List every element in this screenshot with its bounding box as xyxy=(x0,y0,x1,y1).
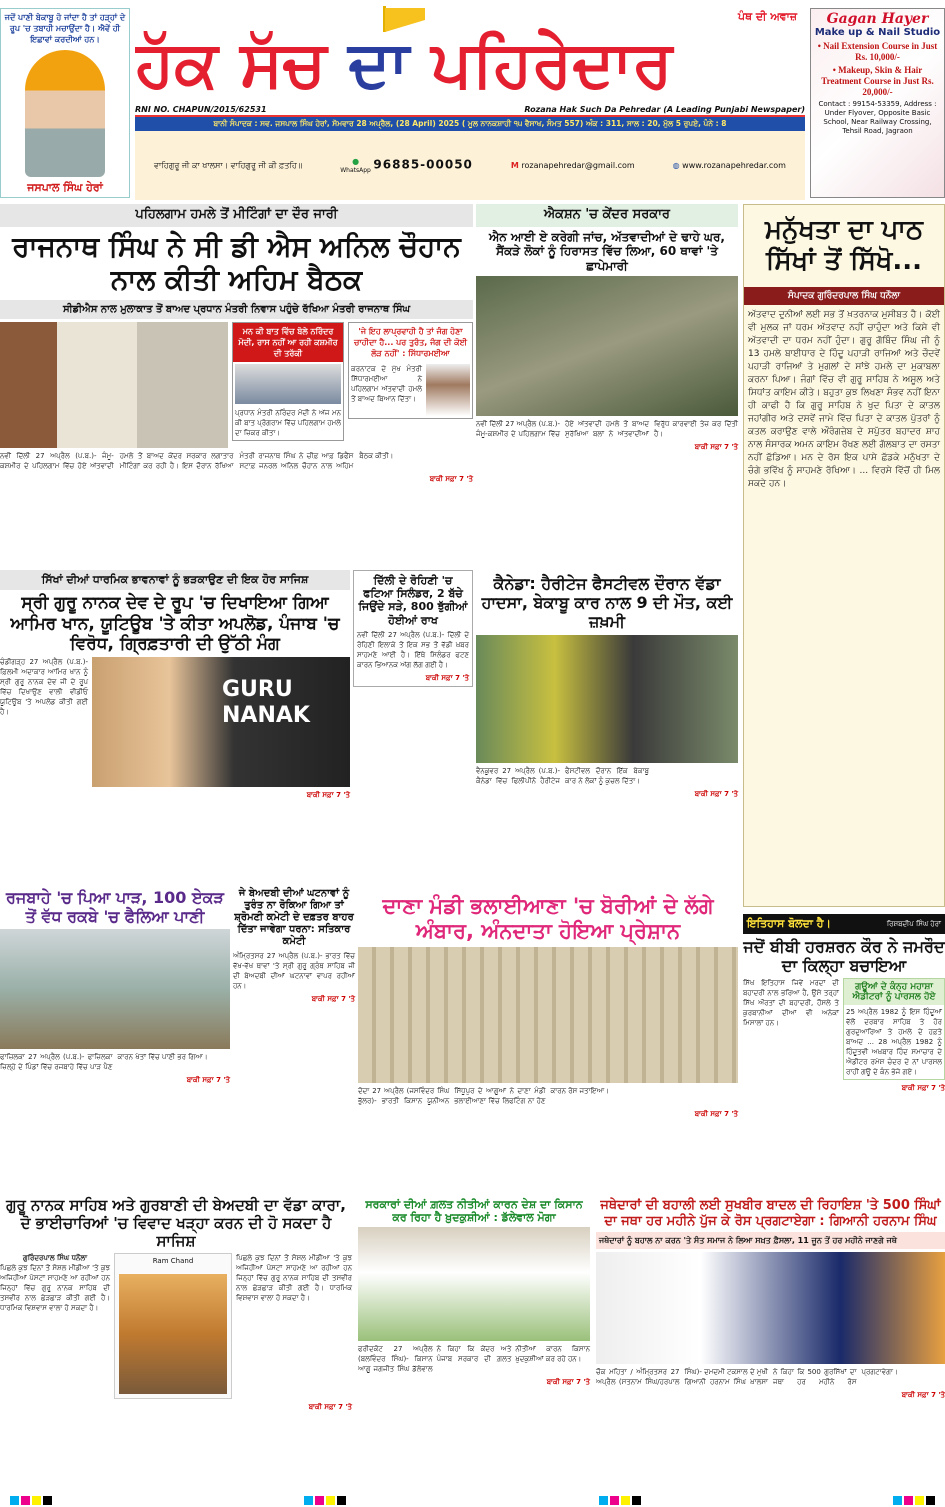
story-nia xyxy=(476,204,738,452)
story-itihas xyxy=(743,914,945,1093)
story-rajnath xyxy=(0,204,473,484)
siddaramaiah-box xyxy=(348,322,473,419)
logo-part-1: ਹੱਕ ਸੱਚ xyxy=(135,28,326,102)
continued-link[interactable]: ਬਾਕੀ ਸਫ਼ਾ 7 'ਤੇ xyxy=(429,475,473,484)
story-text: ਪਿਛਲੇ ਕੁਝ ਦਿਨਾਂ ਤੋਂ ਸੋਸ਼ਲ ਮੀਡੀਆ 'ਤੇ ਕੁਝ ਅਜਿਹੀਆਂ ਪੋਸਟਾਂ ਸਾਹਮਣੇ ਆ ਰਹੀਆਂ ਹਨ ਜਿਨ੍ਹਾਂ ਵਿੱਚ ਗੁਰੂ ਨਾਨਕ ਸਾਹਿਬ ਦੀ ਤਸਵੀਰ ਨਾਲ ਛੇੜਛਾੜ ਕੀਤੀ ਗਈ ਹੈ। ਧਾਰਮਿਕ ਵਿਸ਼ਵਾਸ ਵਾਲਾ ਹੋ ਸਕਦਾ ਹੈ। xyxy=(0,1264,110,1312)
kicker: ਪਹਿਲਗਾਮ ਹਮਲੇ ਤੋਂ ਮੀਟਿੰਗਾਂ ਦਾ ਦੌਰ ਜਾਰੀ xyxy=(0,204,473,227)
headline: ਜੇ ਬੇਅਦਬੀ ਦੀਆਂ ਘਟਨਾਵਾਂ ਨੂੰ ਤੁਰੰਤ ਨਾ ਰੋਕਿਆ ਗਿਆ ਤਾਂ ਸ਼੍ਰੋਮਣੀ ਕਮੇਟੀ ਦੇ ਦਫ਼ਤਰ ਬਾਹਰ ਦਿੱਤਾ ਜਾਵੇਗਾ ਧਰਨਾ: ਸਤਿਕਾਰ ਕਮੇਟੀ xyxy=(234,888,354,947)
modi-box-body: ਪ੍ਰਧਾਨ ਮੰਤਰੀ ਨਰਿੰਦਰ ਮੋਦੀ ਨੇ ਅੱਜ ਮਨ ਕੀ ਬਾਤ ਪ੍ਰੋਗਰਾਮ ਵਿੱਚ ਪਹਿਲਗਾਮ ਹਮਲੇ ਦਾ ਜ਼ਿਕਰ ਕੀਤਾ। xyxy=(235,409,341,438)
story-body: ਨਵੀਂ ਦਿੱਲੀ 27 ਅਪ੍ਰੈਲ (ਪ.ਬ.)- ਦਿੱਲੀ ਦੇ ਰੋਹਿਣੀ ਇਲਾਕੇ ਤੋਂ ਇਕ ਸਭ ਤੋਂ ਵੱਡੀ ਖ਼ਬਰ ਸਾਹਮਣੇ ਆਈ ਹੈ। ਇੱਥੇ ਸਿਲੰਡਰ ਫਟਣ ਕਾਰਨ ਭਿਆਨਕ ਅੱਗ ਲੱਗ ਗਈ ਹੈ। xyxy=(357,630,469,669)
tribute-quote: ਜਦੋਂ ਪਾਣੀ ਬੇਕਾਬੂ ਹੋ ਜਾਂਦਾ ਹੈ ਤਾਂ ਹੜ੍ਹਾਂ ਦੇ ਰੂਪ 'ਚ ਤਬਾਹੀ ਮਚਾਉਂਦਾ ਹੈ। ਐਵੇਂ ਹੀ ਇਛਾਵਾਂ ਕਰਦੀਆਂ ਹਨ। xyxy=(4,13,126,44)
logo-area xyxy=(135,6,805,104)
content-row xyxy=(0,1253,352,1399)
itihas-kicker: ਇਤਿਹਾਸ ਬੋਲਦਾ ਹੈ। xyxy=(747,917,831,930)
security-forces-photo xyxy=(476,276,738,416)
logo-part-3: ਪਹਿਰੇਦਾਰ xyxy=(431,28,673,102)
registration-row xyxy=(135,104,805,115)
story-body: ਚੌਕ ਮਹਿਤਾ / ਅੰਮ੍ਰਿਤਸਰ 27 ਅਪ੍ਰੈਲ (ਸਤਨਾਮ ਸਿੰਘ/ਹਰਪਾਲ ਸਿੰਘ)- ਦਮਦਮੀ ਟਕਸਾਲ ਦੇ ਮੁਖੀ ਗਿਆਨੀ ਹਰਨਾਮ ਸਿੰਘ ਖ਼ਾਲਸਾ ਨੇ ਕਿਹਾ ਕਿ 500 ਗੁਰਸਿੱਖਾਂ ਦਾ ਜਥਾ ਹਰ ਮਹੀਨੇ ਰੋਸ ਪ੍ਰਗਟਾਵੇਗਾ। xyxy=(596,1368,898,1387)
ad-course-2: • Makeup, Skin & Hair Treatment Course in Just Rs. 20,000/- xyxy=(821,65,934,97)
dateline-bar: ਬਾਨੀ ਸੰਪਾਦਕ : ਸਵ. ਜਸਪਾਲ ਸਿੰਘ ਹੇਰਾਂ, ਸੋਮਵਾਰ 28 ਅਪ੍ਰੈਲ, (28 April) 2025 ( ਮੂਲ ਨਾਨਕਸ਼ਾਹੀ ੧੫ ਵੈਸਾਖ, ਸੰਮਤ 557) ਅੰਕ : 311, ਸਾਲ : 20, ਮੁੱਲ 5 ਰੁਪਏ, ਪੰਨੇ : 8 xyxy=(135,115,805,131)
headline: ਸਰਕਾਰਾਂ ਦੀਆਂ ਗ਼ਲਤ ਨੀਤੀਆਂ ਕਾਰਨ ਦੇਸ਼ ਦਾ ਕਿਸਾਨ ਕਰ ਰਿਹਾ ਹੈ ਖ਼ੁਦਕੁਸ਼ੀਆਂ : ਡੱਲੇਵਾਲ ਮੋਗਾ xyxy=(365,1198,583,1225)
canada-accident-photo xyxy=(476,635,738,763)
painting-image xyxy=(119,1274,227,1394)
modi-box-headline: ਮਨ ਕੀ ਬਾਤ ਵਿੱਚ ਬੋਲੇ ਨਰਿੰਦਰ ਮੋਦੀ, ਰਾਸ ਨਹੀਂ ਆ ਰਹੀ ਕਸ਼ਮੀਰ ਦੀ ਤਰੱਕੀ xyxy=(233,323,343,362)
headline: ਐਨ ਆਈ ਏ ਕਰੇਗੀ ਜਾਂਚ, ਅੱਤਵਾਦੀਆਂ ਦੇ ਢਾਹੇ ਘਰ, ਸੈਂਕੜੇ ਲੋਕਾਂ ਨੂੰ ਹਿਰਾਸਤ ਵਿੱਚ ਲਿਆ, 60 ਥਾਵਾਂ 'ਤੇ ਛਾਪੇਮਾਰੀ xyxy=(489,229,725,273)
headline: ਗੁਰੂ ਨਾਨਕ ਸਾਹਿਬ ਅਤੇ ਗੁਰਬਾਣੀ ਦੀ ਬੇਅਦਬੀ ਦਾ ਵੱਡਾ ਕਾਰਾ, ਦੋ ਭਾਈਚਾਰਿਆਂ 'ਚ ਵਿਵਾਦ ਖੜ੍ਹਾ ਕਰਨ ਦੀ ਹੋ ਸਕਦਾ ਹੈ ਸਾਜਿਸ਼ xyxy=(6,1196,346,1250)
siddaramaiah-body: ਕਰਨਾਟਕ ਦੇ ਮੁੱਖ ਮੰਤਰੀ ਸਿੱਧਾਰਮਈਆ ਨੇ ਪਹਿਲਗਾਮ ਅੱਤਵਾਦੀ ਹਮਲੇ ਤੋਂ ਬਾਅਦ ਬਿਆਨ ਦਿੱਤਾ। xyxy=(351,365,422,404)
editorial-body: ਅੱਤਵਾਦ ਦੁਨੀਆਂ ਲਈ ਸਭ ਤੋਂ ਖ਼ਤਰਨਾਕ ਮੁਸੀਬਤ ਹੈ। ਕੋਈ ਵੀ ਮੁਲਕ ਜਾਂ ਧਰਮ ਅੱਤਵਾਦ ਨਹੀਂ ਚਾਹੁੰਦਾ ਅਤੇ ਕਿਸੇ ਵੀ ਅੱਤਵਾਦੀ ਦਾ ਧਰਮ ਨਹੀਂ ਹੁੰਦਾ। ਗੁਰੂ ਗੋਬਿੰਦ ਸਿੰਘ ਜੀ ਨੂੰ 13 ਹਮਲੇ ਬਾਈਧਾਰ ਦੇ ਹਿੰਦੂ ਪਹਾੜੀ ਰਾਜਿਆਂ ਅਤੇ ਚੌਦਵੇਂ ਪਹਾੜੀ ਰਾਜਿਆਂ ਤੇ ਮੁਗਲਾਂ ਦੇ ਸਾਂਝੇ ਹਮਲੇ ਦਾ ਮੁਕਾਬਲਾ ਕਰਨਾ ਪਿਆ। ਜੰਗਾਂ ਵਿੱਚ ਵੀ ਗੁਰੂ ਸਾਹਿਬ ਨੇ ਅਸੂਲ ਅਤੇ ਸਿਧਾਂਤ ਕਾਇਮ ਕੀਤੇ। ਬਹੁਤਾ ਕੁਝ ਲਿਖਣਾ ਸੰਭਵ ਨਹੀਂ ਇਨਾ ਹੀ ਕਾਫੀ ਹੈ ਕਿ ਗੁਰੂ ਸਾਹਿਬ ਨੇ ਖੁਦ ਪਿਤਾ ਦੇ ਕਾਤਲ ਜਹਾਂਗੀਰ ਅਤੇ ਦਸਵੇਂ ਜਾਮੇ ਵਿੱਚ ਪਿਤਾ ਦੇ ਕਾਤਲ ਪੁੱਤਰਾਂ ਨੂੰ ਕਤਲ ਕਰਾਉਣ ਵਾਲੇ ਔਰੰਗਜ਼ੇਬ ਦੇ ਸਪੁੱਤਰ ਬਹਾਦਰ ਸ਼ਾਹ ਨਾਲ ਸੰਸਾਰਕ ਅਮਨ ਕਾਇਮ ਰੱਖਣ ਲਈ ਗੱਲਬਾਤ ਦਾ ਰਸਤਾ ਨਹੀਂ ਛੱਡਿਆ। ਮਨ ਦੇ ਰੋਸ ਇਕ ਪਾਸੇ ਛੱਡਕੇ ਮਨੁੱਖਤਾ ਦੇ ਚੰਗੇ ਭਵਿੱਖ ਨੂੰ ਸਾਹਮਣੇ ਰੱਖਿਆ। ... ਵਿਰਸੇ ਵਿੱਚੋਂ ਹੀ ਮਿਲ ਸਕਦੇ ਹਨ। xyxy=(748,310,940,490)
sidebar-body: 25 ਅਪ੍ਰੈਲ 1982 ਨੂੰ ਇਸ ਹਿੰਦੂਆਂ ਵੱਲੋਂ ਦਰਬਾਰ ਸਾਹਿਬ ਤੇ ਹੋਰ ਗੁਰਦੁਆਰਿਆਂ ਤੇ ਹਮਲੇ ਦੇ ਹਫ਼ਤੇ ਬਾਅਦ ... 28 ਅਪ੍ਰੈਲ 1982 ਨੂੰ ਹਿੰਦੂਤਵੀ ਅਖ਼ਬਾਰ ਹਿੰਦ ਸਮਾਚਾਰ ਦੇ ਐਡੀਟਰ ਰਮੇਸ਼ ਚੰਦਰ ਦੇ ਨਾਂ ਪਾਰਸਲ ਰਾਹੀਂ ਗਊ ਦੇ ਕੰਨ ਭੇਜੇ ਗਏ। xyxy=(846,1008,942,1077)
flooded-field-photo xyxy=(0,929,230,1049)
byline: ਗੁਰਿੰਦਰਪਾਲ ਸਿੰਘ ਧਨੌਲਾ xyxy=(22,1254,88,1262)
whatsapp-number: 96885-00050 xyxy=(373,157,473,171)
whatsapp-label: WhatsApp xyxy=(340,166,371,174)
story-body xyxy=(0,1253,110,1313)
continued-link[interactable]: ਬਾਕੀ ਸਫ਼ਾ 7 'ਤੇ xyxy=(694,443,738,452)
subheadline: ਜਥੇਦਾਰਾਂ ਨੂੰ ਬਹਾਲ ਨਾ ਕਰਨ 'ਤੇ ਸੰਤ ਸਮਾਜ ਨੇ ਲਿਆ ਸਖ਼ਤ ਫ਼ੈਸਲਾ, 11 ਜੂਨ ਤੋਂ ਹਰ ਮਹੀਨੇ ਜਾਣਗੇ ਜਥੇ xyxy=(596,1232,945,1249)
phone-contact-name: Ram Chand xyxy=(152,1257,194,1265)
editorial xyxy=(743,204,945,907)
story-jathedar xyxy=(596,1192,945,1400)
kicker: ਸਿੱਖਾਂ ਦੀਆਂ ਧਾਰਮਿਕ ਭਾਵਨਾਵਾਂ ਨੂੰ ਭੜਕਾਉਣ ਦੀ ਇਕ ਹੋਰ ਸਾਜਿਸ਼ xyxy=(0,570,350,590)
content-row xyxy=(743,978,945,1080)
rajnath-meeting-photo xyxy=(0,322,228,448)
continued-link[interactable]: ਬਾਕੀ ਸਫ਼ਾ 7 'ਤੇ xyxy=(694,789,738,798)
gmail-icon: M xyxy=(510,161,519,170)
tagline: ਪੰਥ ਦੀ ਅਵਾਜ਼ xyxy=(738,10,797,23)
siddaramaiah-headline: 'ਜੇ ਇਹ ਲਾਪ੍ਰਵਾਹੀ ਹੈ ਤਾਂ ਜੰਗ ਹੋਣਾ ਚਾਹੀਦਾ ਹੈ... ਪਰ ਤੁਰੰਤ, ਜੰਗ ਦੀ ਕੋਈ ਲੋੜ ਨਹੀਂ' : ਸਿੱਧਾਰਮਈਆ xyxy=(353,327,468,359)
rni-number: RNI NO. CHAPUN/2015/62531 xyxy=(135,105,267,114)
whatsapp-contact[interactable] xyxy=(340,157,473,175)
story-grain-market xyxy=(358,888,738,1119)
modi-box xyxy=(232,322,344,441)
ad-brand: Gagan Hayer xyxy=(826,11,929,27)
story-rajbaha xyxy=(0,888,230,1085)
masthead xyxy=(135,6,805,200)
contact-bar xyxy=(135,131,805,200)
story-guru-nanak-beadbi xyxy=(0,1192,352,1412)
story-body: ਨਵੀਂ ਦਿੱਲੀ 27 ਅਪ੍ਰੈਲ (ਪ.ਬ.)- ਜੰਮੂ-ਕਸ਼ਮੀਰ ਦੇ ਪਹਿਲਗਾਮ ਵਿੱਚ ਹੋਏ ਅੱਤਵਾਦੀ ਹਮਲੇ ਤੋਂ ਬਾਅਦ ਸੁਰੱਖਿਆ ਬਲਾਂ ਨੇ ਅੱਤਵਾਦੀਆਂ ਵਿਰੁੱਧ ਕਾਰਵਾਈ ਤੇਜ਼ ਕਰ ਦਿੱਤੀ ਹੈ। xyxy=(476,420,738,439)
story-body: ਦੋਦਾ 27 ਅਪ੍ਰੈਲ (ਜਸਵਿੰਦਰ ਸਿੰਘ ਭੁੱਲਰ)- ਭਾਰਤੀ ਕਿਸਾਨ ਯੂਨੀਅਨ ਸਿੱਧੂਪੁਰ ਦੇ ਆਗੂਆਂ ਨੇ ਦਾਣਾ ਮੰਡੀ ਭਲਾਈਆਣਾ ਵਿੱਚ ਲਿਫਟਿੰਗ ਨਾ ਹੋਣ ਕਾਰਨ ਰੋਸ ਜਤਾਇਆ। xyxy=(358,1087,609,1106)
headline: ਰਜਬਾਹੇ 'ਚ ਪਿਆ ਪਾੜ, 100 ਏਕੜ ਤੋਂ ਵੱਧ ਰਕਬੇ 'ਚ ਫੈਲਿਆ ਪਾਣੀ xyxy=(6,888,224,927)
headline: ਦਾਣਾ ਮੰਡੀ ਭਲਾਈਆਣਾ 'ਚ ਬੋਰੀਆਂ ਦੇ ਲੱਗੇ ਅੰਬਾਰ, ਅੰਨਦਾਤਾ ਹੋਇਆ ਪ੍ਰੇਸ਼ਾਨ xyxy=(382,894,714,944)
story-amir-khan xyxy=(0,570,350,800)
headline: ਸ੍ਰੀ ਗੁਰੂ ਨਾਨਕ ਦੇਵ ਦੇ ਰੂਪ 'ਚ ਦਿਖਾਇਆ ਗਿਆ ਆਮਿਰ ਖਾਨ, ਯੂਟਿਊਬ 'ਤੇ ਕੀਤਾ ਅਪਲੋਡ, ਪੰਜਾਬ 'ਚ ਵਿਰੋਧ, ਗ੍ਰਿਫ਼ਤਾਰੀ ਦੀ ਉੱਠੀ ਮੰਗ xyxy=(10,593,340,655)
website-url: www.rozanapehredar.com xyxy=(682,161,786,170)
continued-link[interactable]: ਬਾਕੀ ਸਫ਼ਾ 7 'ਤੇ xyxy=(901,1391,945,1400)
editorial-headline: ਮਨੁੱਖਤਾ ਦਾ ਪਾਠ ਸਿੱਖਾਂ ਤੋਂ ਸਿੱਖੋ... xyxy=(765,215,923,277)
website-link[interactable] xyxy=(673,161,786,170)
editorial-byline: ਸੰਪਾਦਕ ਗੁਰਿੰਦਰਪਾਲ ਸਿੰਘ ਧਨੌਲਾ xyxy=(744,287,944,305)
farmers-meeting-photo xyxy=(358,1227,590,1341)
continued-link[interactable]: ਬਾਕੀ ਸਫ਼ਾ 7 'ਤੇ xyxy=(546,1378,590,1387)
itihas-banner xyxy=(743,914,945,934)
logo-part-2: ਦਾ xyxy=(348,28,409,102)
continued-link[interactable]: ਬਾਕੀ ਸਫ਼ਾ 7 'ਤੇ xyxy=(306,791,350,800)
right-salon-ad xyxy=(810,8,945,198)
color-swatch-mid1 xyxy=(304,1496,346,1505)
headline: ਜਥੇਦਾਰਾਂ ਦੀ ਬਹਾਲੀ ਲਈ ਸੁਖਬੀਰ ਬਾਦਲ ਦੀ ਰਿਹਾਇਸ਼ 'ਤੇ 500 ਸਿੰਘਾਂ ਦਾ ਜਥਾ ਹਰ ਮਹੀਨੇ ਪੁੱਜ ਕੇ ਰੋਸ ਪ੍ਰਗਟਾਏਗਾ : ਗਿਆਨੀ ਹਰਨਾਮ ਸਿੰਘ xyxy=(600,1198,941,1229)
whatsapp-icon: ● xyxy=(352,156,360,166)
story-body: ਅੰਮ੍ਰਿਤਸਰ 27 ਅਪ੍ਰੈਲ (ਪ.ਬ.)- ਭਾਰਤ ਵਿੱਚ ਵੱਖ-ਵੱਖ ਥਾਵਾਂ 'ਤੇ ਸ੍ਰੀ ਗੁਰੂ ਗ੍ਰੰਥ ਸਾਹਿਬ ਜੀ ਦੀ ਬੇਅਦਬੀ ਦੀਆਂ ਘਟਨਾਵਾਂ ਵਾਪਰ ਰਹੀਆਂ ਹਨ। xyxy=(233,952,355,990)
headline: ਜਦੋਂ ਬੀਬੀ ਹਰਸ਼ਰਨ ਕੌਰ ਨੇ ਜਮਰੌਦ ਦਾ ਕਿਲ੍ਹਾ ਬਚਾਇਆ xyxy=(743,937,945,976)
story-canada xyxy=(476,570,738,799)
subheadline: ਸੀਡੀਐਸ ਨਾਲ ਮੁਲਾਕਾਤ ਤੋਂ ਬਾਅਦ ਪ੍ਰਧਾਨ ਮੰਤਰੀ ਨਿਵਾਸ ਪਹੁੰਚੇ ਰੱਖਿਆ ਮੰਤਰੀ ਰਾਜਨਾਥ ਸਿੰਘ xyxy=(0,300,473,319)
story-beadbi-committee xyxy=(233,888,355,1004)
story-body: ਫਾਜ਼ਿਲਕਾ 27 ਅਪ੍ਰੈਲ (ਪ.ਬ.)- ਫਾਜ਼ਿਲਕਾ ਜ਼ਿਲ੍ਹੇ ਦੇ ਪਿੰਡਾਂ ਵਿੱਚ ਰਜਬਾਹੇ ਵਿੱਚ ਪਾੜ ਪੈਣ ਕਾਰਨ ਖੇਤਾਂ ਵਿੱਚ ਪਾਣੀ ਭਰ ਗਿਆ। xyxy=(0,1053,208,1072)
story-body: ਫਰੀਦਕੋਟ 27 ਅਪ੍ਰੈਲ (ਬਲਵਿੰਦਰ ਸਿੰਘ)- ਕਿਸਾਨ ਆਗੂ ਜਗਜੀਤ ਸਿੰਘ ਡੱਲੇਵਾਲ ਨੇ ਕਿਹਾ ਕਿ ਕੇਂਦਰ ਅਤੇ ਪੰਜਾਬ ਸਰਕਾਰ ਦੀ ਗ਼ਲਤ ਨੀਤੀਆਂ ਕਾਰਨ ਕਿਸਾਨ ਖ਼ੁਦਕੁਸ਼ੀਆਂ ਕਰ ਰਹੇ ਹਨ। xyxy=(358,1345,590,1374)
email-contact[interactable] xyxy=(511,161,635,170)
continued-link[interactable]: ਬਾਕੀ ਸਫ਼ਾ 7 'ਤੇ xyxy=(901,1084,945,1093)
tribute-portrait xyxy=(25,50,105,177)
story-body-cont: ਪਿਛਲੇ ਕੁਝ ਦਿਨਾਂ ਤੋਂ ਸੋਸ਼ਲ ਮੀਡੀਆ 'ਤੇ ਕੁਝ ਅਜਿਹੀਆਂ ਪੋਸਟਾਂ ਸਾਹਮਣੇ ਆ ਰਹੀਆਂ ਹਨ ਜਿਨ੍ਹਾਂ ਵਿੱਚ ਗੁਰੂ ਨਾਨਕ ਸਾਹਿਬ ਦੀ ਤਸਵੀਰ ਨਾਲ ਛੇੜਛਾੜ ਕੀਤੀ ਗਈ ਹੈ। ਧਾਰਮਿਕ ਵਿਸ਼ਵਾਸ ਵਾਲਾ ਹੋ ਸਕਦਾ ਹੈ। xyxy=(236,1254,352,1302)
color-swatch-right xyxy=(893,1496,935,1505)
story-body: ਨਵੀਂ ਦਿੱਲੀ 27 ਅਪ੍ਰੈਲ (ਪ.ਬ.)- ਜੰਮੂ-ਕਸ਼ਮੀਰ ਦੇ ਪਹਿਲਗਾਮ ਵਿੱਚ ਹੋਏ ਅੱਤਵਾਦੀ ਹਮਲੇ ਤੋਂ ਬਾਅਦ ਕੇਂਦਰ ਸਰਕਾਰ ਲਗਾਤਾਰ ਮੀਟਿੰਗਾਂ ਕਰ ਰਹੀ ਹੈ। ਇਸ ਦੌਰਾਨ ਰੱਖਿਆ ਮੰਤਰੀ ਰਾਜਨਾਥ ਸਿੰਘ ਨੇ ਚੀਫ਼ ਆਫ਼ ਡਿਫੈਂਸ ਸਟਾਫ਼ ਜਨਰਲ ਅਨਿਲ ਚੌਹਾਨ ਨਾਲ ਅਹਿਮ ਬੈਠਕ ਕੀਤੀ। xyxy=(0,452,394,471)
photo-row xyxy=(0,322,473,448)
grain-sacks-photo xyxy=(358,947,738,1083)
email-address: rozanapehredar@gmail.com xyxy=(521,161,635,170)
ad-course-1: • Nail Extension Course in Just Rs. 10,000/- xyxy=(817,41,938,62)
story-body: ਸਿੱਖ ਇਤਿਹਾਸ ਜਿਵੇਂ ਮਰਦਾਂ ਦੀ ਬਹਾਦਰੀ ਨਾਲ ਭਰਿਆ ਹੈ, ਉਸੇ ਤਰ੍ਹਾਂ ਸਿੱਖ ਔਰਤਾਂ ਦੀ ਬਹਾਦਰੀ, ਹੌਸਲੇ ਤੇ ਕੁਰਬਾਨੀਆਂ ਦੀਆਂ ਵੀ ਅਨੇਕਾਂ ਮਿਸਾਲਾਂ ਹਨ। xyxy=(743,979,839,1028)
story-body: ਵੈਨਕੂਵਰ 27 ਅਪ੍ਰੈਲ (ਪ.ਬ.)- ਕੈਨੇਡਾ ਵਿੱਚ ਫਿਲੀਪੀਨੋ ਹੈਰੀਟੇਜ ਫੈਸਟੀਵਲ ਦੌਰਾਨ ਇੱਕ ਬੇਕਾਬੂ ਕਾਰ ਨੇ ਲੋਕਾਂ ਨੂੰ ਕੁਚਲ ਦਿੱਤਾ। xyxy=(476,766,649,785)
headline: ਕੈਨੇਡਾ: ਹੈਰੀਟੇਜ ਫੈਸਟੀਵਲ ਦੌਰਾਨ ਵੱਡਾ ਹਾਦਸਾ, ਬੇਕਾਬੂ ਕਾਰ ਨਾਲ 9 ਦੀ ਮੌਤ, ਕਈ ਜ਼ਖ਼ਮੀ xyxy=(481,574,733,632)
guru-nanak-poster-photo xyxy=(92,657,350,787)
print-color-marks xyxy=(0,1493,945,1507)
poster-text: GURU NANAK xyxy=(222,677,310,729)
continued-link[interactable]: ਬਾਕੀ ਸਫ਼ਾ 7 'ਤੇ xyxy=(186,1076,230,1085)
sidebar-headline: ਗਊਆਂ ਦੇ ਕੰਨ੍ਹ ਮਹਾਸ਼ਾ ਐਡੀਟਰਾਂ ਨੂੰ ਪਾਰਸਲ ਹੋਏ xyxy=(844,979,944,1005)
sant-samaj-photo xyxy=(596,1252,945,1364)
globe-icon: ◍ xyxy=(672,161,680,170)
continued-link[interactable]: ਬਾਕੀ ਸਫ਼ਾ 7 'ਤੇ xyxy=(308,1403,352,1411)
kicker: ਐਕਸ਼ਨ 'ਚ ਕੇਂਦਰ ਸਰਕਾਰ xyxy=(476,204,738,227)
story-body: ਚੰਡੀਗੜ੍ਹ 27 ਅਪ੍ਰੈਲ (ਪ.ਬ.)- ਫ਼ਿਲਮੀ ਅਦਾਕਾਰ ਆਮਿਰ ਖਾਨ ਨੂੰ ਸ੍ਰੀ ਗੁਰੂ ਨਾਨਕ ਦੇਵ ਜੀ ਦੇ ਰੂਪ ਵਿੱਚ ਦਿਖਾਉਣ ਵਾਲੀ ਵੀਡੀਓ ਯੂਟਿਊਬ 'ਤੇ ਅਪਲੋਡ ਕੀਤੀ ਗਈ ਹੈ। xyxy=(0,658,88,717)
content-row xyxy=(0,657,350,787)
ad-subtitle: Make up & Nail Studio xyxy=(814,27,941,38)
ad-contact: Contact : 99154-53359, Address : Under Flyover, Opposite Basic School, Near Railway Crossing, Tehsil Road, Jagraon xyxy=(818,100,937,135)
siddaramaiah-row xyxy=(349,362,472,418)
story-dallewal xyxy=(358,1192,590,1387)
color-swatch-left xyxy=(10,1496,52,1505)
itihas-author: ਰਿਸ਼ਬਦੀਪ ਸਿੰਘ ਹੇਰਾਂ xyxy=(886,919,941,928)
sidebar-box xyxy=(843,978,945,1080)
siddaramaiah-photo xyxy=(426,364,470,416)
headline: ਰਾਜਨਾਥ ਸਿੰਘ ਨੇ ਸੀ ਡੀ ਐਸ ਅਨਿਲ ਚੌਹਾਨ ਨਾਲ ਕੀਤੀ ਅਹਿਮ ਬੈਠਕ xyxy=(12,229,461,297)
modi-photo xyxy=(235,364,341,404)
whatsapp-badge xyxy=(340,157,371,175)
tribute-name: ਜਸਪਾਲ ਸਿੰਘ ਹੇਰਾਂ xyxy=(27,181,103,194)
headline: ਦਿੱਲੀ ਦੇ ਰੋਹਿਣੀ 'ਚ ਫਟਿਆ ਸਿਲੰਡਰ, 2 ਬੱਚੇ ਜਿਉਂਦੇ ਸੜੇ, 800 ਝੁੱਗੀਆਂ ਹੋਈਆਂ ਰਾਖ xyxy=(358,574,468,627)
left-tribute-ad xyxy=(0,8,130,198)
color-swatch-mid2 xyxy=(599,1496,641,1505)
greeting: ਵਾਹਿਗੁਰੂ ਜੀ ਕਾ ਖਾਲਸਾ। ਵਾਹਿਗੁਰੂ ਜੀ ਕੀ ਫ਼ਤਹਿ॥ xyxy=(153,160,303,170)
story-delhi-cylinder xyxy=(353,570,473,687)
english-title: Rozana Hak Such Da Pehredar (A Leading Punjabi Newspaper) xyxy=(524,105,805,114)
newspaper-logo xyxy=(135,28,672,102)
phone-screenshot xyxy=(114,1253,232,1399)
continued-link[interactable]: ਬਾਕੀ ਸਫ਼ਾ 7 'ਤੇ xyxy=(694,1110,738,1119)
continued-link[interactable]: ਬਾਕੀ ਸਫ਼ਾ 7 'ਤੇ xyxy=(425,673,469,682)
continued-link[interactable]: ਬਾਕੀ ਸਫ਼ਾ 7 'ਤੇ xyxy=(311,995,355,1003)
